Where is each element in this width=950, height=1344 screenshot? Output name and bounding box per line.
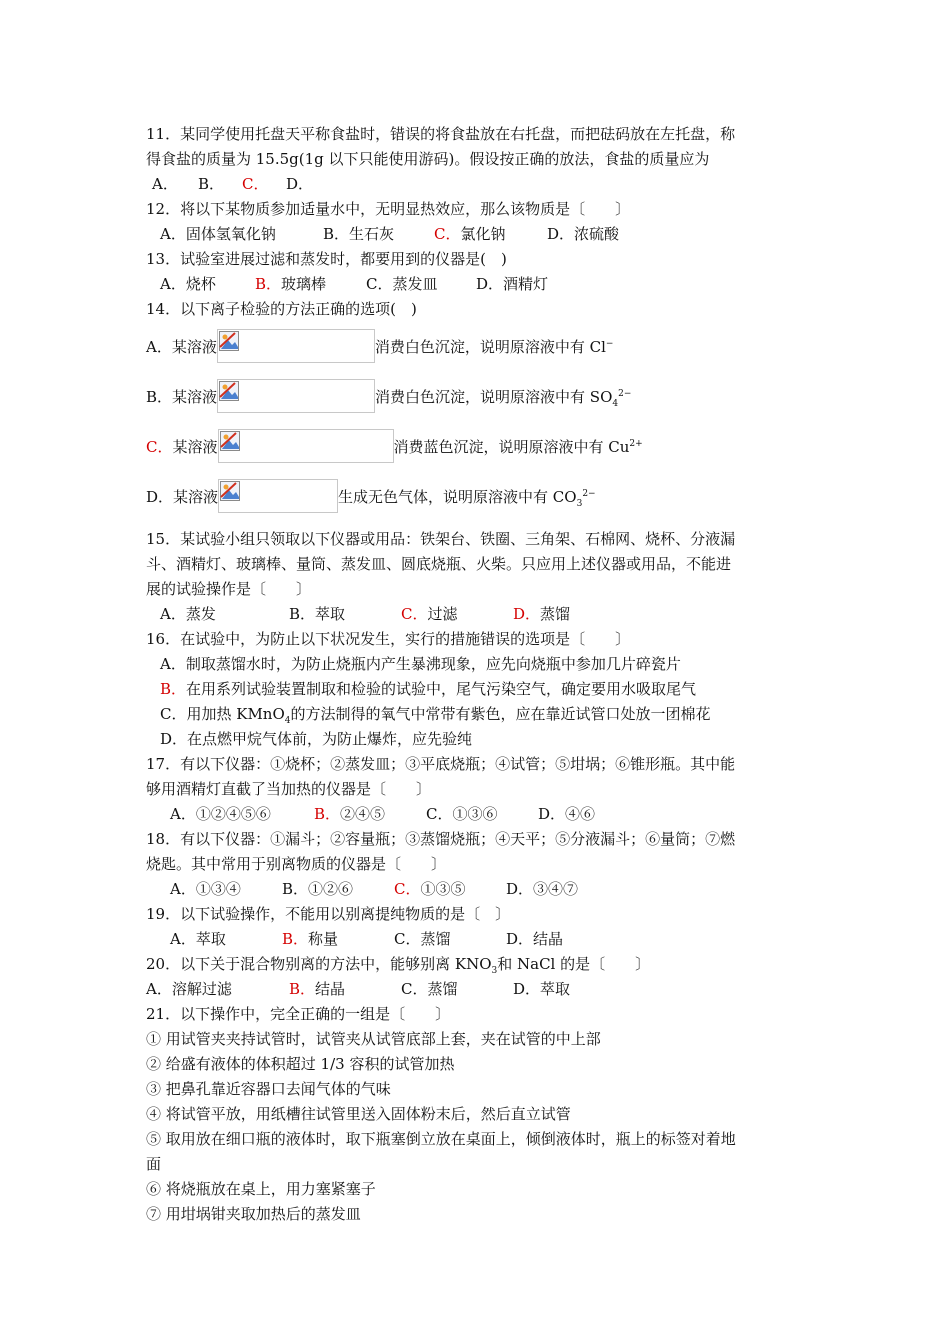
q18-option-b: B．①②⑥ [282, 880, 354, 898]
q20-options [146, 977, 810, 1002]
q16-stem: 16．在试验中，为防止以下状况发生，实行的措施错误的选项是〔 〕 [146, 630, 631, 648]
q21-item: ⑥ 将烧瓶放在桌上，用力塞紧塞子 [146, 1180, 376, 1198]
q20-option-a: A．溶解过滤 [146, 980, 232, 998]
q14-option-a: A．某溶液 消费白色沉淀，说明原溶液中有 Cl− [146, 322, 810, 372]
q20-stem: 20．以下关于混合物别离的方法中，能够别离 $KNO_3$和 NaCl 的是〔 〕 [146, 955, 651, 976]
q21-item: 面 [146, 1155, 162, 1173]
q12-options [146, 222, 810, 247]
q14-stem: 14．以下离子检验的方法正确的选项( ) [146, 300, 417, 318]
q17-stem-line1: 17．有以下仪器：①烧杯；②蒸发皿；③平底烧瓶；④试管；⑤坩埚；⑥锥形瓶。其中能 [146, 755, 736, 773]
q18-stem-line2: 烧匙。其中常用于别离物质的仪器是〔 〕 [146, 855, 447, 873]
q11-stem-line2: 得食盐的质量为 15.5g(1g 以下只能使用游码)。假设按正确的放法，食盐的质量应为 [146, 150, 710, 168]
q19-option-b: B．称量 [282, 930, 339, 948]
q19-options [146, 927, 810, 952]
q12-option-b: B．生石灰 [323, 225, 395, 243]
broken-image-icon [218, 429, 394, 463]
q17-option-a: A．①②④⑤⑥ [170, 805, 271, 823]
q13-options [146, 272, 810, 297]
q12-option-d: D．浓硫酸 [547, 225, 620, 243]
q14-option-b: B．某溶液 消费白色沉淀，说明原溶液中有 $SO_4^{2-}$ [146, 372, 810, 422]
q18-option-a: A．①③④ [170, 880, 241, 898]
q16-option-c: C．用加热 KMnO$_4$的方法制得的氧气中常带有紫色，应在靠近试管口处放一团棉花 [160, 705, 711, 726]
q19-stem: 19．以下试验操作，不能用以别离提纯物质的是〔 〕 [146, 905, 511, 923]
q20-option-c: C．蒸馏 [401, 980, 458, 998]
q11-option-b: B． [198, 175, 225, 193]
q11-option-d: D． [286, 175, 314, 193]
q15-stem-line3: 展的试验操作是〔 〕 [146, 580, 312, 598]
broken-image-icon [217, 379, 375, 413]
q21-item: ③ 把鼻孔靠近容器口去闻气体的气味 [146, 1080, 391, 1098]
q19-option-a: A．萃取 [170, 930, 226, 948]
q21-item: ⑦ 用坩埚钳夹取加热后的蒸发皿 [146, 1205, 361, 1223]
q13-option-a: A．烧杯 [160, 275, 216, 293]
q20-option-d: D．萃取 [513, 980, 571, 998]
q18-options [146, 877, 810, 902]
broken-image-icon [218, 479, 338, 513]
q14-option-c: C．某溶液 消费蓝色沉淀，说明原溶液中有 $Cu^{2+}$ [146, 422, 810, 472]
q12-option-c: C．氯化钠 [434, 225, 506, 243]
q15-option-a: A．蒸发 [160, 605, 216, 623]
q11-option-c: C． [242, 175, 269, 193]
q21-item: ⑤ 取用放在细口瓶的液体时，取下瓶塞倒立放在桌面上，倾倒液体时，瓶上的标签对着地 [146, 1130, 736, 1148]
q15-options [146, 602, 810, 627]
q21-stem: 21．以下操作中，完全正确的一组是〔 〕 [146, 1005, 451, 1023]
q11-options [146, 172, 810, 197]
q16-option-a: A．制取蒸馏水时，为防止烧瓶内产生暴沸现象，应先向烧瓶中参加几片碎瓷片 [160, 655, 681, 673]
q19-option-d: D．结晶 [506, 930, 564, 948]
q17-stem-line2: 够用酒精灯直截了当加热的仪器是〔 〕 [146, 780, 432, 798]
q16-option-b: B．在用系列试验装置制取和检验的试验中，尾气污染空气，确定要用水吸取尾气 [160, 680, 697, 698]
q12-stem: 12．将以下某物质参加适量水中，无明显热效应，那么该物质是〔 〕 [146, 200, 631, 218]
q15-option-d: D．蒸馏 [513, 605, 571, 623]
q21-item: ④ 将试管平放，用纸槽往试管里送入固体粉末后，然后直立试管 [146, 1105, 571, 1123]
q15-stem-line2: 斗、酒精灯、玻璃棒、量筒、蒸发皿、圆底烧瓶、火柴。只应用上述仪器或用品，不能进 [146, 555, 732, 573]
q17-option-b: B．②④⑤ [314, 805, 386, 823]
q21-item: ② 给盛有液体的体积超过 1/3 容积的试管加热 [146, 1055, 455, 1073]
broken-image-icon [217, 329, 375, 363]
q15-stem-line1: 15．某试验小组只领取以下仪器或用品：铁架台、铁圈、三角架、石棉网、烧杯、分液漏 [146, 530, 736, 548]
q20-option-b: B．结晶 [289, 980, 346, 998]
q18-option-c: C．①③⑤ [394, 880, 466, 898]
q21-item: ① 用试管夹夹持试管时，试管夹从试管底部上套，夹在试管的中上部 [146, 1030, 601, 1048]
q12-option-a: A．固体氢氧化钠 [160, 225, 276, 243]
q17-option-c: C．①③⑥ [426, 805, 498, 823]
q15-option-c: C．过滤 [401, 605, 458, 623]
q13-option-d: D．酒精灯 [476, 275, 549, 293]
q18-stem-line1: 18．有以下仪器：①漏斗；②容量瓶；③蒸馏烧瓶；④天平；⑤分液漏斗；⑥量筒；⑦燃 [146, 830, 736, 848]
q13-option-b: B．玻璃棒 [255, 275, 327, 293]
q18-option-d: D．③④⑦ [506, 880, 579, 898]
q13-stem: 13．试验室进展过滤和蒸发时，都要用到的仪器是( ) [146, 250, 507, 268]
exam-page [146, 122, 810, 1227]
q15-option-b: B．萃取 [289, 605, 346, 623]
q17-options [146, 802, 810, 827]
q16-option-d: D．在点燃甲烷气体前，为防止爆炸，应先验纯 [160, 730, 473, 748]
q17-option-d: D．④⑥ [538, 805, 596, 823]
q19-option-c: C．蒸馏 [394, 930, 451, 948]
q11-stem-line1: 11．某同学使用托盘天平称食盐时，错误的将食盐放在右托盘，而把砝码放在左托盘，称 [146, 125, 736, 143]
q14-option-d: D．某溶液 生成无色气体，说明原溶液中有 $CO_3^{2-}$ [146, 472, 810, 522]
q13-option-c: C．蒸发皿 [366, 275, 438, 293]
q11-option-a: A． [152, 175, 178, 193]
